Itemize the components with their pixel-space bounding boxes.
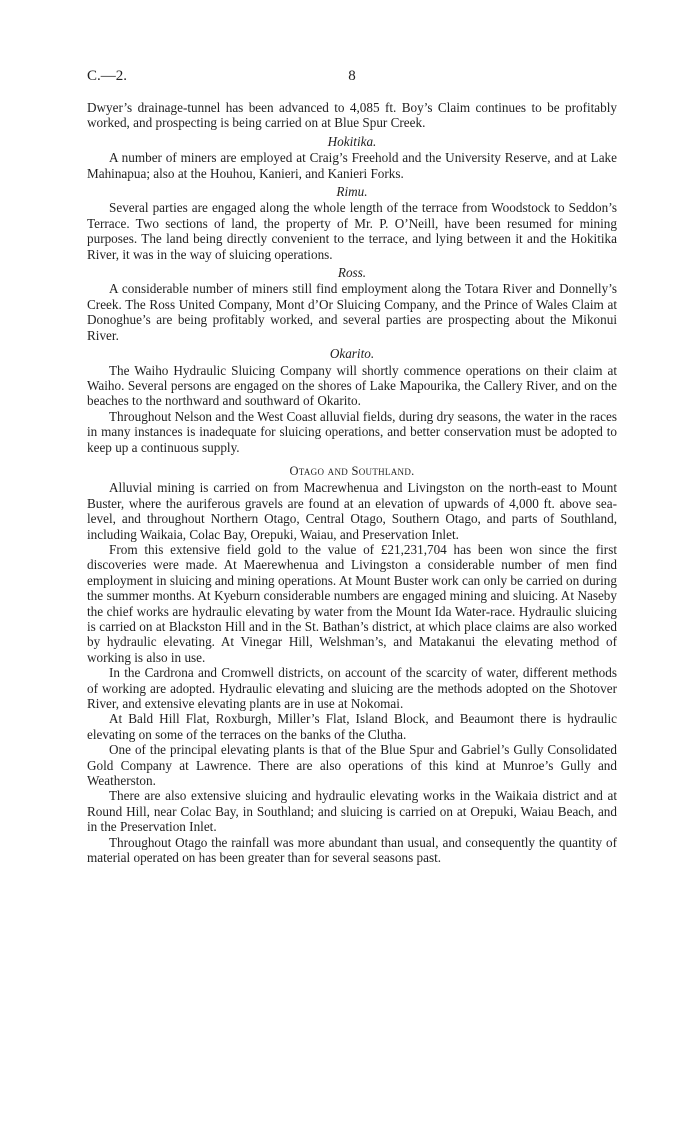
document-body [87,100,617,866]
paragraph: In the Cardrona and Cromwell districts, on account of the scarcity of water, different methods of working are adopted. Hydraulic elevating and sluicing are the methods adopted on the Shotover River, and extensive elevating plants are in use at Nokomai. [87,665,617,712]
paragraph: One of the principal elevating plants is that of the Blue Spur and Gabriel’s Gully Consolidated Gold Company at Lawrence. There are also operations of this kind at Munroe’s Gully and Weatherston. [87,742,617,789]
document-page [87,68,617,866]
paragraph: A number of miners are employed at Craig’s Freehold and the University Reserve, and at Lake Mahinapua; also at the Houhou, Kanieri, and Kanieri Forks. [87,150,617,181]
section-heading-ross: Ross. [337,265,367,281]
section-heading-hokitika: Hokitika. [327,133,377,149]
document-reference: C.—2. [87,68,128,84]
section-heading-okarito: Okarito. [329,346,375,362]
section-heading-otago-southland: Otago and Southland. [289,463,415,478]
paragraph: There are also extensive sluicing and hydraulic elevating works in the Waikaia district and at Round Hill, near Colac Bay, in Southland; and sluicing is carried on at Orepuki, Waiau Beach, and in the Preservation Inlet. [87,788,617,835]
paragraph: Throughout Otago the rainfall was more abundant than usual, and consequently the quantity of material operated on has been greater than for several seasons past. [87,834,617,866]
paragraph: Dwyer’s drainage-tunnel has been advanced to 4,085 ft. Boy’s Claim continues to be profitably worked, and prospecting is being carried on at Blue Spur Creek. [87,100,617,131]
paragraph: From this extensive field gold to the value of £21,231,704 has been won since the first discoveries were made. At Maerewhenua and Livingston a considerable number of men find employment in sluicing and mining operations. At Mount Buster work can only be carried on during the summer months. At Kyeburn considerable numbers are engaged mining and sluicing. At Naseby the chief works are hydraulic elevating by water from the Mount Ida Water-race. Hydraulic sluicing is carried on at Blackston Hill and in the St. Bathan’s district, at which place claims are also worked by hydraulic elevating. At Vinegar Hill, Welshman’s, and Matakanui the elevating method of working is also in use. [87,541,617,665]
paragraph: At Bald Hill Flat, Roxburgh, Miller’s Flat, Island Block, and Beaumont there is hydraulic elevating on some of the terraces on the banks of the Clutha. [87,711,617,742]
section-heading-rimu: Rimu. [336,184,368,200]
paragraph: Throughout Nelson and the West Coast alluvial fields, during dry seasons, the water in the races in many instances is inadequate for sluicing operations, and better conservation must be adopted to keep up a continuous supply. [87,408,617,455]
paragraph: Alluvial mining is carried on from Macrewhenua and Livingston on the north-east to Mount Buster, where the auriferous gravels are found at an elevation of upwards of 4,000 ft. above sea-level, and throughout Northern Otago, Central Otago, Southern Otago, and parts of Southland, including Waikaia, Colac Bay, Orepuki, Waiau, and Preservation Inlet. [87,480,617,542]
paragraph: A considerable number of miners still find employment along the Totara River and Donnelly’s Creek. The Ross United Company, Mont d’Or Sluicing Company, and the Prince of Wales Claim at Donoghue’s are being profitably worked, and several parties are prospecting about the Mikonui River. [87,281,617,343]
page-number: 8 [348,68,356,84]
paragraph: Several parties are engaged along the whole length of the terrace from Woodstock to Seddon’s Terrace. Two sections of land, the property of Mr. P. O’Neill, have been resumed for mining purposes. The land being directly convenient to the terrace, and lying between it and the Hokitika River, it was in the way of sluicing operations. [87,200,617,262]
paragraph: The Waiho Hydraulic Sluicing Company will shortly commence operations on their claim at Waiho. Several persons are engaged on the shores of Lake Mapourika, the Callery River, and on the beaches to the northward and southward of Okarito. [87,362,617,409]
page-header [87,68,617,90]
